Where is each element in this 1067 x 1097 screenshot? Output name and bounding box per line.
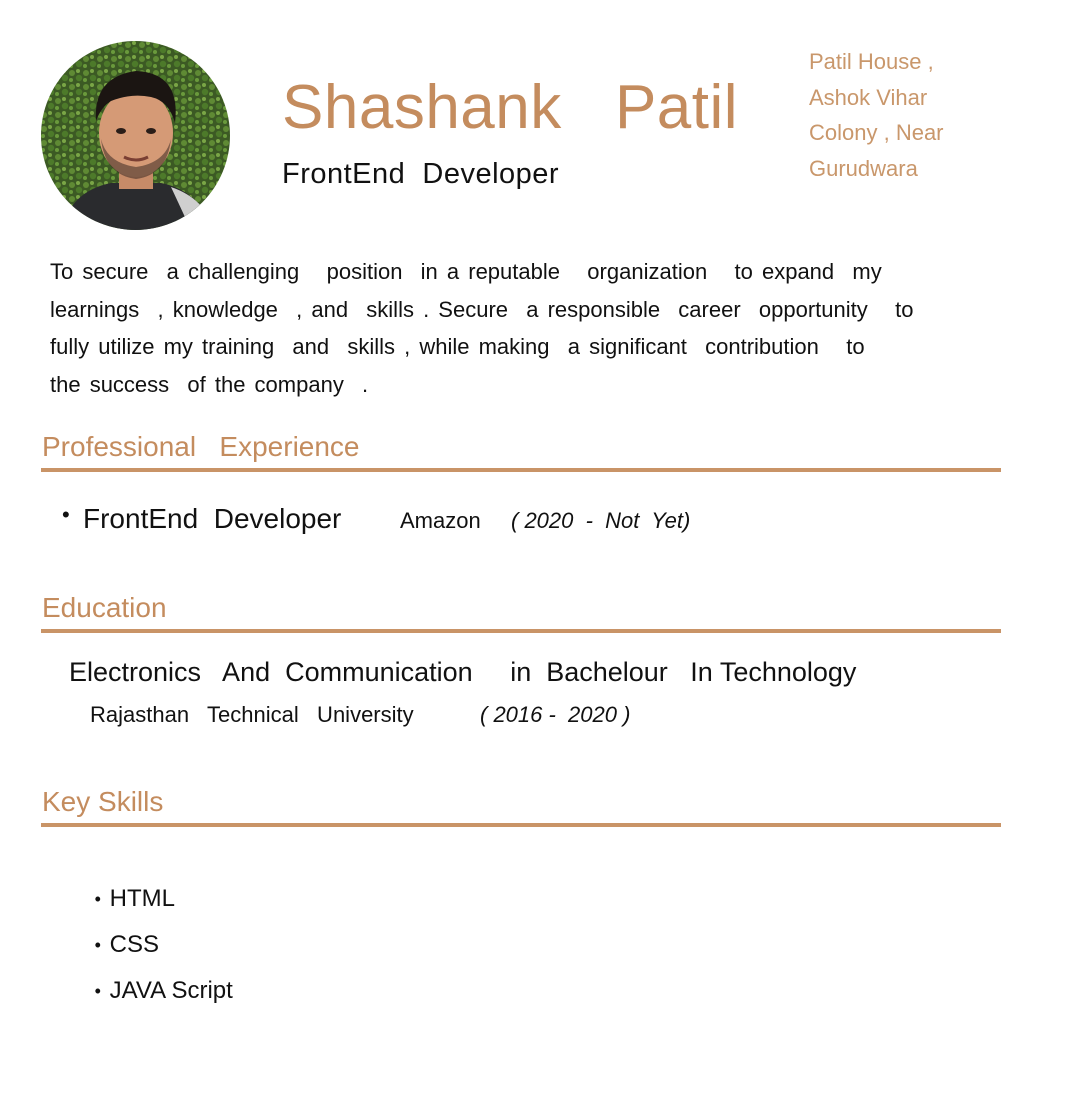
education-university: Rajasthan Technical University: [90, 702, 414, 727]
skills-list: [68, 848, 233, 1004]
bullet-icon: •: [94, 889, 101, 909]
objective-line: learnings , knowledge , and skills . Secure a responsible career opportunity to: [50, 296, 914, 322]
experience-heading: Professional Experience: [42, 431, 360, 462]
address-line: Ashok Vihar: [809, 84, 928, 110]
skill-label: CSS: [109, 931, 160, 958]
skill-label: HTML: [109, 885, 176, 912]
job-title: FrontEnd Developer: [83, 503, 342, 534]
job-years: ( 2020 - Not Yet): [511, 508, 691, 533]
bullet-icon: •: [62, 502, 70, 527]
objective-line: the success of the company .: [50, 371, 369, 397]
avatar-icon: [41, 41, 230, 230]
career-objective: [50, 253, 990, 403]
skill-label: JAVA Script: [109, 977, 233, 1004]
skills-divider: [41, 823, 1001, 827]
skills-heading: Key Skills: [42, 786, 164, 817]
education-heading: Education: [42, 592, 167, 623]
education-divider: [41, 629, 1001, 633]
list-item: [68, 848, 233, 912]
profile-photo: [41, 41, 230, 230]
education-degree: Electronics And Communication in Bachelour In Technology: [69, 657, 857, 687]
candidate-name: Shashank Patil: [282, 73, 739, 142]
experience-divider: [41, 468, 1001, 472]
address-block: [809, 44, 1009, 186]
bullet-icon: •: [94, 935, 101, 955]
candidate-role: FrontEnd Developer: [282, 158, 560, 190]
job-company: Amazon: [400, 508, 481, 533]
bullet-icon: •: [94, 981, 101, 1001]
address-line: Colony , Near: [809, 120, 944, 145]
education-years: ( 2016 - 2020 ): [480, 702, 631, 727]
objective-line: fully utilize my training and skills , while making a significant contribution to: [50, 334, 865, 359]
address-line: Gurudwara: [809, 155, 918, 181]
objective-line: To secure a challenging position in a reputable organization to expand my: [50, 259, 882, 284]
address-line: Patil House ,: [809, 49, 934, 74]
